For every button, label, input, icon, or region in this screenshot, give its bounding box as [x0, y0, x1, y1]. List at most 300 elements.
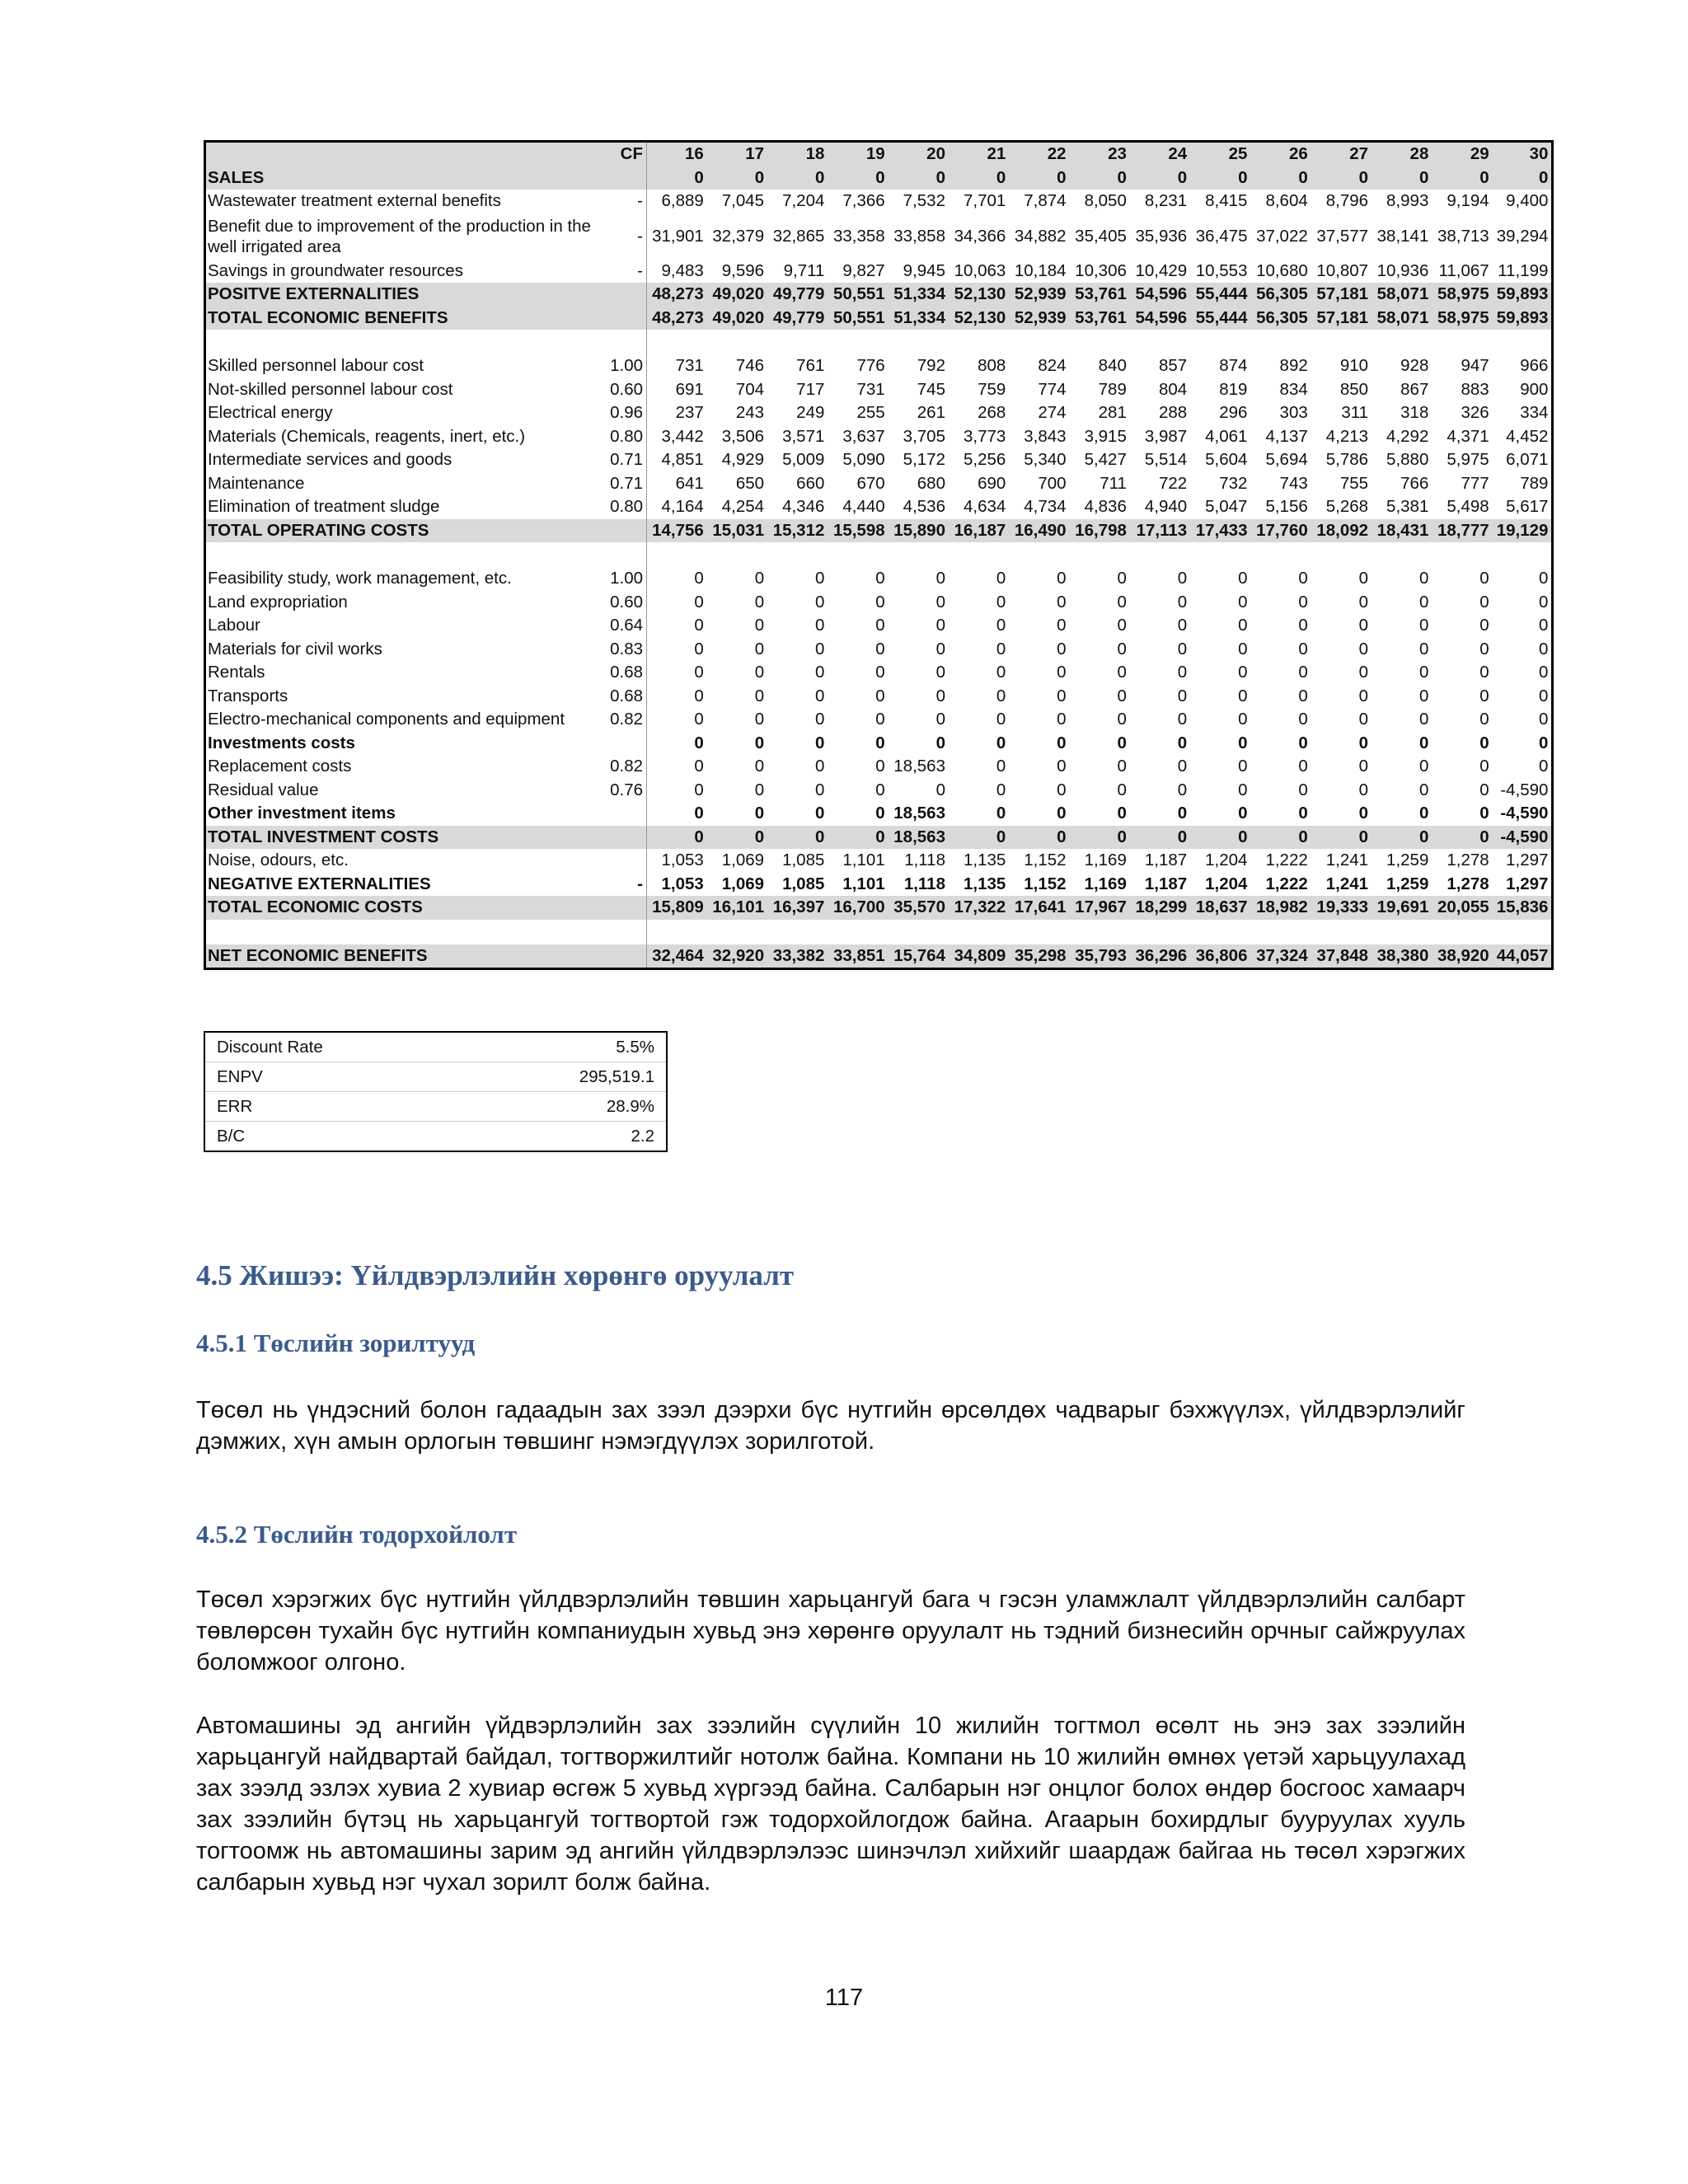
section-heading: 4.5 Жишээ: Үйлдвэрлэлийн хөрөнгө оруулалт: [196, 1259, 795, 1291]
indicators-table: [204, 1031, 668, 1152]
header-cell: 16: [647, 142, 707, 166]
value-cell: 10,306: [1075, 260, 1127, 280]
table-row: [205, 213, 1553, 260]
value-cell: 0: [814, 569, 825, 588]
value-cell: 1,259: [1386, 851, 1429, 870]
value-cell: [828, 330, 888, 354]
value-cell: 0: [996, 663, 1006, 682]
value-cell: 947: [1461, 356, 1489, 376]
value-cell: 745: [917, 379, 945, 399]
value-cell: 35,405: [1075, 226, 1127, 246]
value-cell: [1372, 330, 1432, 354]
value-cell: 746: [735, 356, 765, 376]
value-cell: 0: [1238, 569, 1248, 588]
conversion-factor-cell: 0.68: [601, 685, 647, 709]
value-cell: 0: [814, 733, 825, 752]
value-cell: 0: [1238, 639, 1248, 658]
value-cell: 0: [996, 569, 1006, 588]
value-cell: 7,532: [903, 191, 945, 211]
value-cell: 318: [1400, 403, 1429, 423]
value-cell: 15,809: [647, 896, 707, 920]
value-cell: 1,135: [963, 874, 1006, 893]
value-cell: 0: [754, 780, 765, 799]
value-cell: 0: [1418, 780, 1429, 799]
value-cell: 53,761: [1070, 307, 1130, 330]
row-label: Materials (Chemicals, reagents, inert, etc.): [208, 426, 526, 446]
value-cell: 57,181: [1311, 307, 1372, 330]
value-cell: 966: [1520, 356, 1549, 376]
value-cell: 0: [1358, 663, 1369, 682]
value-cell: 10,680: [1256, 260, 1308, 280]
value-cell: 774: [1038, 379, 1067, 399]
value-cell: [1311, 330, 1372, 354]
header-cell: 22: [1009, 142, 1069, 166]
value-cell: [1070, 920, 1130, 944]
value-cell: [707, 920, 767, 944]
value-cell: 0: [1479, 639, 1489, 658]
value-cell: 17,760: [1250, 519, 1311, 543]
value-cell: -4,590: [1500, 804, 1549, 823]
value-cell: [1311, 920, 1372, 944]
value-cell: 1,222: [1265, 874, 1308, 893]
value-cell: 0: [814, 592, 825, 612]
value-cell: 892: [1279, 356, 1308, 376]
value-cell: 0: [996, 686, 1006, 705]
value-cell: 0: [935, 663, 945, 682]
value-cell: 0: [875, 663, 885, 682]
value-cell: 0: [754, 686, 765, 705]
value-cell: 0: [647, 166, 707, 190]
value-cell: [707, 542, 767, 567]
value-cell: 18,092: [1311, 519, 1372, 543]
value-cell: 0: [1418, 639, 1429, 658]
value-cell: 0: [1432, 166, 1492, 190]
value-cell: 0: [1298, 780, 1308, 799]
table-row: [205, 708, 1553, 732]
header-cell: 17: [707, 142, 767, 166]
row-label: TOTAL INVESTMENT COSTS: [205, 826, 601, 850]
value-cell: 0: [1479, 804, 1489, 823]
table-header-row: [205, 142, 1553, 166]
value-cell: 4,254: [721, 497, 765, 517]
value-cell: 54,596: [1130, 307, 1190, 330]
value-cell: 53,761: [1070, 283, 1130, 307]
value-cell: 10,807: [1316, 260, 1369, 280]
value-cell: 17,113: [1130, 519, 1190, 543]
value-cell: 4,851: [661, 450, 704, 470]
value-cell: [767, 330, 828, 354]
value-cell: 0: [1358, 710, 1369, 729]
value-cell: 35,570: [889, 896, 949, 920]
value-cell: 0: [694, 710, 704, 729]
conversion-factor-cell: 0.71: [601, 472, 647, 496]
value-cell: 759: [978, 379, 1006, 399]
value-cell: [1372, 920, 1432, 944]
value-cell: 16,101: [707, 896, 767, 920]
value-cell: 6,071: [1506, 450, 1549, 470]
value-cell: 0: [1418, 592, 1429, 612]
table-row: [205, 591, 1553, 615]
value-cell: 17,322: [949, 896, 1009, 920]
value-cell: 15,031: [707, 519, 767, 543]
value-cell: 0: [1057, 733, 1067, 752]
table-row: [205, 779, 1553, 803]
value-cell: [1311, 542, 1372, 567]
value-cell: 33,858: [893, 226, 945, 246]
value-cell: 834: [1279, 379, 1308, 399]
value-cell: 0: [814, 780, 825, 799]
value-cell: 0: [1298, 569, 1308, 588]
value-cell: 1,187: [1144, 874, 1188, 893]
value-cell: 0: [1177, 733, 1188, 752]
value-cell: 18,777: [1432, 519, 1492, 543]
value-cell: 56,305: [1250, 283, 1311, 307]
header-label: [205, 142, 601, 166]
indicator-value: 2.2: [467, 1122, 667, 1152]
value-cell: 39,294: [1496, 226, 1549, 246]
value-cell: 0: [1418, 733, 1429, 752]
value-cell: 237: [675, 403, 704, 423]
value-cell: 0: [1479, 592, 1489, 612]
value-cell: 59,893: [1493, 307, 1553, 330]
value-cell: 58,975: [1432, 283, 1492, 307]
value-cell: 37,022: [1256, 226, 1308, 246]
value-cell: 0: [767, 826, 828, 850]
value-cell: 0: [1057, 710, 1067, 729]
value-cell: 1,204: [1205, 851, 1248, 870]
value-cell: 641: [675, 473, 704, 493]
value-cell: 4,634: [963, 497, 1006, 517]
indicator-value: 5.5%: [467, 1032, 667, 1062]
value-cell: 5,172: [903, 450, 945, 470]
row-label: Land expropriation: [208, 592, 348, 612]
value-cell: 3,637: [842, 426, 885, 446]
value-cell: 717: [796, 379, 825, 399]
value-cell: 17,641: [1009, 896, 1069, 920]
value-cell: 49,779: [767, 307, 828, 330]
value-cell: 0: [1539, 639, 1549, 658]
value-cell: 4,213: [1325, 426, 1369, 446]
value-cell: 49,020: [707, 283, 767, 307]
value-cell: 761: [796, 356, 825, 376]
value-cell: 0: [1177, 616, 1188, 635]
conversion-factor-cell: [601, 920, 647, 944]
value-cell: [1493, 542, 1553, 567]
value-cell: [1130, 920, 1190, 944]
value-cell: 0: [1418, 757, 1429, 776]
value-cell: 0: [1117, 592, 1127, 612]
value-cell: 0: [1057, 757, 1067, 776]
value-cell: [1070, 330, 1130, 354]
value-cell: 16,490: [1009, 519, 1069, 543]
value-cell: 274: [1038, 403, 1067, 423]
value-cell: 0: [647, 826, 707, 850]
value-cell: 17,433: [1190, 519, 1250, 543]
value-cell: 4,836: [1084, 497, 1127, 517]
value-cell: 1,152: [1024, 874, 1067, 893]
conversion-factor-cell: 0.64: [601, 614, 647, 638]
value-cell: 49,779: [767, 283, 828, 307]
value-cell: 0: [1539, 757, 1549, 776]
table-row: [205, 472, 1553, 496]
value-cell: 0: [1358, 757, 1369, 776]
row-label: POSITVE EXTERNALITIES: [205, 283, 601, 307]
value-cell: 5,340: [1024, 450, 1067, 470]
value-cell: 55,444: [1190, 283, 1250, 307]
indicator-label: ERR: [204, 1092, 467, 1122]
value-cell: 0: [1238, 686, 1248, 705]
value-cell: 4,452: [1506, 426, 1549, 446]
table-row: [205, 425, 1553, 449]
value-cell: 0: [889, 166, 949, 190]
row-label: SALES: [205, 166, 601, 190]
value-cell: 0: [1238, 592, 1248, 612]
value-cell: 0: [1117, 710, 1127, 729]
value-cell: 33,851: [828, 944, 888, 969]
value-cell: [1190, 920, 1250, 944]
value-cell: 0: [1190, 166, 1250, 190]
value-cell: 4,346: [782, 497, 825, 517]
value-cell: [767, 542, 828, 567]
conversion-factor-cell: [601, 826, 647, 850]
value-cell: 0: [996, 592, 1006, 612]
value-cell: 0: [1311, 826, 1372, 850]
value-cell: 0: [875, 733, 885, 752]
value-cell: 10,184: [1014, 260, 1067, 280]
value-cell: 52,939: [1009, 307, 1069, 330]
value-cell: 0: [1418, 569, 1429, 588]
value-cell: 7,874: [1024, 191, 1067, 211]
value-cell: 57,181: [1311, 283, 1372, 307]
value-cell: 0: [754, 757, 765, 776]
value-cell: 1,259: [1386, 874, 1429, 893]
value-cell: 18,637: [1190, 896, 1250, 920]
table-row: [205, 378, 1553, 402]
conversion-factor-cell: 0.96: [601, 401, 647, 425]
value-cell: 10,429: [1135, 260, 1188, 280]
value-cell: 4,164: [661, 497, 704, 517]
conversion-factor-cell: [601, 330, 647, 354]
row-label: Replacement costs: [208, 757, 352, 776]
value-cell: 9,596: [721, 260, 765, 280]
conversion-factor-cell: -: [601, 873, 647, 897]
indicator-label: B/C: [204, 1122, 467, 1152]
value-cell: 0: [1539, 686, 1549, 705]
conversion-factor-cell: 0.71: [601, 448, 647, 472]
value-cell: 0: [1298, 616, 1308, 635]
value-cell: [1432, 542, 1492, 567]
value-cell: 0: [1298, 686, 1308, 705]
value-cell: 690: [978, 473, 1006, 493]
row-label: Feasibility study, work management, etc.: [208, 569, 512, 588]
table-row: [205, 638, 1553, 662]
value-cell: 5,381: [1386, 497, 1429, 517]
value-cell: 0: [1479, 686, 1489, 705]
table-row: [205, 755, 1553, 779]
value-cell: 789: [1098, 379, 1127, 399]
value-cell: [949, 542, 1009, 567]
value-cell: 5,256: [963, 450, 1006, 470]
value-cell: 326: [1461, 403, 1489, 423]
value-cell: 0: [875, 710, 885, 729]
value-cell: 0: [694, 804, 704, 823]
value-cell: 15,890: [889, 519, 949, 543]
value-cell: 4,061: [1205, 426, 1248, 446]
value-cell: 51,334: [889, 283, 949, 307]
conversion-factor-cell: [601, 519, 647, 543]
value-cell: 1,085: [782, 851, 825, 870]
value-cell: 11,199: [1498, 260, 1549, 280]
header-cell: 18: [767, 142, 828, 166]
value-cell: 0: [1238, 780, 1248, 799]
value-cell: 0: [1057, 639, 1067, 658]
value-cell: 0: [1372, 826, 1432, 850]
table-row: [205, 330, 1553, 354]
table-row: [205, 519, 1553, 543]
value-cell: 0: [1479, 780, 1489, 799]
value-cell: 808: [978, 356, 1006, 376]
value-cell: 249: [796, 403, 825, 423]
conversion-factor-cell: [601, 849, 647, 873]
value-cell: 3,571: [782, 426, 825, 446]
header-cell: 26: [1250, 142, 1311, 166]
header-cell: 19: [828, 142, 888, 166]
value-cell: 32,464: [647, 944, 707, 969]
value-cell: 18,982: [1250, 896, 1311, 920]
value-cell: 0: [1117, 616, 1127, 635]
value-cell: 0: [935, 592, 945, 612]
paragraph-objectives: Төсөл нь үндэсний болон гадаадын зах зээл дээрхи бүс нутгийн өрсөлдөх чадварыг бэхжүүлэх, үйлдвэрлэлийг дэмжих, хүн амын орлогын төвшинг нэмэгдүүлэх зорилготой.: [196, 1397, 1465, 1455]
value-cell: [1250, 920, 1311, 944]
conversion-factor-cell: 0.82: [601, 708, 647, 732]
value-cell: 0: [1479, 569, 1489, 588]
table-row: [205, 849, 1553, 873]
value-cell: 334: [1520, 403, 1549, 423]
value-cell: 0: [1418, 663, 1429, 682]
cost-benefit-table: [204, 140, 1554, 970]
header-cell: 28: [1372, 142, 1432, 166]
value-cell: 0: [1117, 569, 1127, 588]
value-cell: 5,604: [1205, 450, 1248, 470]
value-cell: 8,604: [1265, 191, 1308, 211]
value-cell: 0: [935, 686, 945, 705]
value-cell: 5,514: [1144, 450, 1188, 470]
value-cell: [828, 542, 888, 567]
value-cell: 7,366: [842, 191, 885, 211]
value-cell: 36,806: [1190, 944, 1250, 969]
subsection-heading-description: 4.5.2 Төслийн тодорхойлолт: [196, 1520, 518, 1549]
value-cell: 0: [694, 569, 704, 588]
value-cell: 0: [814, 616, 825, 635]
table-row: [205, 354, 1553, 378]
value-cell: 1,278: [1447, 851, 1489, 870]
value-cell: 900: [1520, 379, 1549, 399]
value-cell: 0: [1358, 639, 1369, 658]
value-cell: [1009, 542, 1069, 567]
header-cell: 25: [1190, 142, 1250, 166]
header-cell: 20: [889, 142, 949, 166]
value-cell: [647, 542, 707, 567]
value-cell: 0: [935, 639, 945, 658]
row-label: Elimination of treatment sludge: [208, 497, 440, 517]
indicator-row: [204, 1092, 667, 1122]
row-label: Benefit due to improvement of the production in the well irrigated area: [208, 216, 591, 256]
value-cell: 732: [1219, 473, 1248, 493]
value-cell: 49,020: [707, 307, 767, 330]
value-cell: 32,865: [772, 226, 825, 246]
value-cell: 0: [1358, 616, 1369, 635]
table-row: [205, 732, 1553, 756]
value-cell: 19,333: [1311, 896, 1372, 920]
table-row: [205, 542, 1553, 567]
value-cell: 0: [754, 733, 765, 752]
value-cell: 8,415: [1205, 191, 1248, 211]
value-cell: 15,312: [767, 519, 828, 543]
value-cell: 1,069: [721, 874, 765, 893]
value-cell: 0: [1539, 569, 1549, 588]
value-cell: 776: [856, 356, 885, 376]
value-cell: 0: [1117, 639, 1127, 658]
conversion-factor-cell: -: [601, 260, 647, 284]
value-cell: 0: [1479, 663, 1489, 682]
value-cell: 0: [1418, 804, 1429, 823]
value-cell: [1009, 330, 1069, 354]
value-cell: [1250, 330, 1311, 354]
value-cell: 0: [1057, 592, 1067, 612]
value-cell: 16,187: [949, 519, 1009, 543]
value-cell: 11,067: [1438, 260, 1489, 280]
value-cell: 0: [1177, 639, 1188, 658]
row-label: Maintenance: [208, 473, 305, 493]
value-cell: 0: [694, 639, 704, 658]
value-cell: 38,380: [1372, 944, 1432, 969]
value-cell: 1,241: [1325, 874, 1369, 893]
table-row: [205, 920, 1553, 944]
value-cell: 0: [694, 757, 704, 776]
value-cell: 0: [1298, 733, 1308, 752]
value-cell: 0: [1177, 710, 1188, 729]
conversion-factor-cell: 1.00: [601, 567, 647, 591]
value-cell: 804: [1158, 379, 1188, 399]
value-cell: 850: [1339, 379, 1369, 399]
indicator-label: Discount Rate: [204, 1032, 467, 1062]
value-cell: 0: [1177, 686, 1188, 705]
value-cell: 0: [996, 710, 1006, 729]
table-row: [205, 896, 1553, 920]
value-cell: 0: [1070, 166, 1130, 190]
conversion-factor-cell: [601, 944, 647, 969]
value-cell: 19,691: [1372, 896, 1432, 920]
header-cell: 23: [1070, 142, 1130, 166]
value-cell: 0: [814, 639, 825, 658]
table-row: [205, 685, 1553, 709]
row-label: Intermediate services and goods: [208, 450, 452, 470]
value-cell: 0: [875, 686, 885, 705]
value-cell: 6,889: [661, 191, 704, 211]
value-cell: 867: [1400, 379, 1429, 399]
value-cell: 5,090: [842, 450, 885, 470]
table-row: [205, 401, 1553, 425]
value-cell: 0: [935, 710, 945, 729]
table-row: [205, 873, 1553, 897]
value-cell: [1130, 542, 1190, 567]
row-label: Rentals: [208, 663, 265, 682]
value-cell: 743: [1279, 473, 1308, 493]
value-cell: 0: [694, 686, 704, 705]
value-cell: 0: [996, 757, 1006, 776]
value-cell: 0: [694, 616, 704, 635]
value-cell: 5,694: [1265, 450, 1308, 470]
